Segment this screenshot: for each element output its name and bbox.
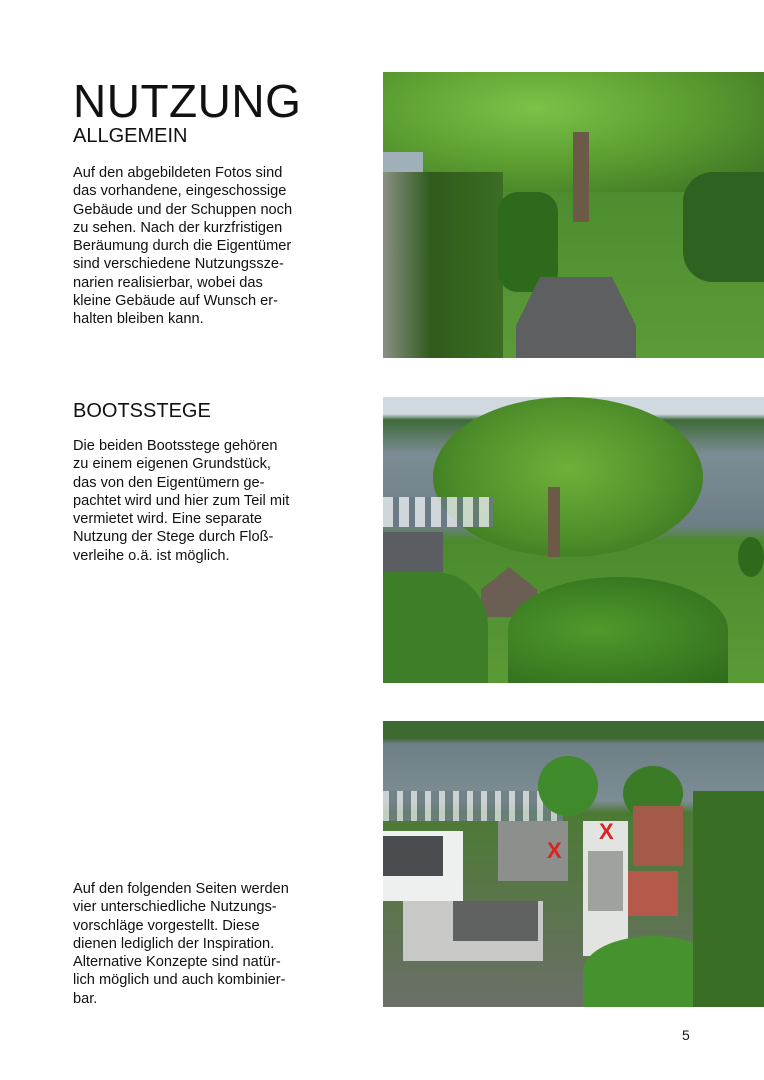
- text-line: das von den Eigentümern ge-: [73, 474, 265, 491]
- text-line: sind verschiedene Nutzungssze-: [73, 256, 284, 273]
- text-line: kleine Gebäude auf Wunsch er-: [73, 293, 278, 310]
- text-line: pachtet wird und hier zum Teil mit: [73, 492, 290, 509]
- page-title: NUTZUNG: [73, 75, 302, 127]
- photo-aerial-site: [383, 721, 764, 1007]
- text-line: zu sehen. Nach der kurzfristigen: [73, 219, 283, 236]
- text-line: dienen lediglich der Inspiration.: [73, 935, 275, 952]
- demolition-mark: X: [547, 838, 562, 863]
- text-line: Auf den folgenden Seiten werden: [73, 881, 289, 897]
- text-line: lich möglich und auch kombinier-: [73, 972, 286, 989]
- text-line: bar.: [73, 990, 98, 1007]
- section-subtitle-allgemein: ALLGEMEIN: [73, 125, 188, 147]
- text-line: vier unterschiedliche Nutzungs-: [73, 899, 277, 916]
- paragraph-bootsstege: [73, 437, 323, 565]
- text-line: Beräumung durch die Eigentümer: [73, 238, 292, 255]
- section-subtitle-bootsstege: BOOTSSTEGE: [73, 400, 211, 422]
- text-line: vorschläge vorgestellt. Diese: [73, 917, 260, 934]
- paragraph-allgemein: [73, 164, 323, 329]
- demolition-mark: X: [599, 819, 614, 844]
- text-line: das vorhandene, eingeschossige: [73, 183, 287, 200]
- text-line: verleihe o.ä. ist möglich.: [73, 547, 230, 564]
- photo-garden-aerial: [383, 72, 764, 358]
- text-line: vermietet wird. Eine separate: [73, 511, 262, 528]
- page-number: 5: [682, 1027, 690, 1043]
- text-line: Auf den abgebildeten Fotos sind: [73, 165, 283, 181]
- paragraph-outlook: [73, 880, 323, 1008]
- text-line: Nutzung der Stege durch Floß-: [73, 529, 274, 546]
- text-line: Alternative Konzepte sind natür-: [73, 954, 281, 971]
- text-line: narien realisierbar, wobei das: [73, 274, 263, 291]
- text-line: zu einem eigenen Grundstück,: [73, 456, 271, 473]
- text-line: Die beiden Bootsstege gehören: [73, 438, 278, 454]
- photo-lake-trees: [383, 397, 764, 683]
- text-line: halten bleiben kann.: [73, 311, 204, 328]
- text-line: Gebäude und der Schuppen noch: [73, 201, 293, 218]
